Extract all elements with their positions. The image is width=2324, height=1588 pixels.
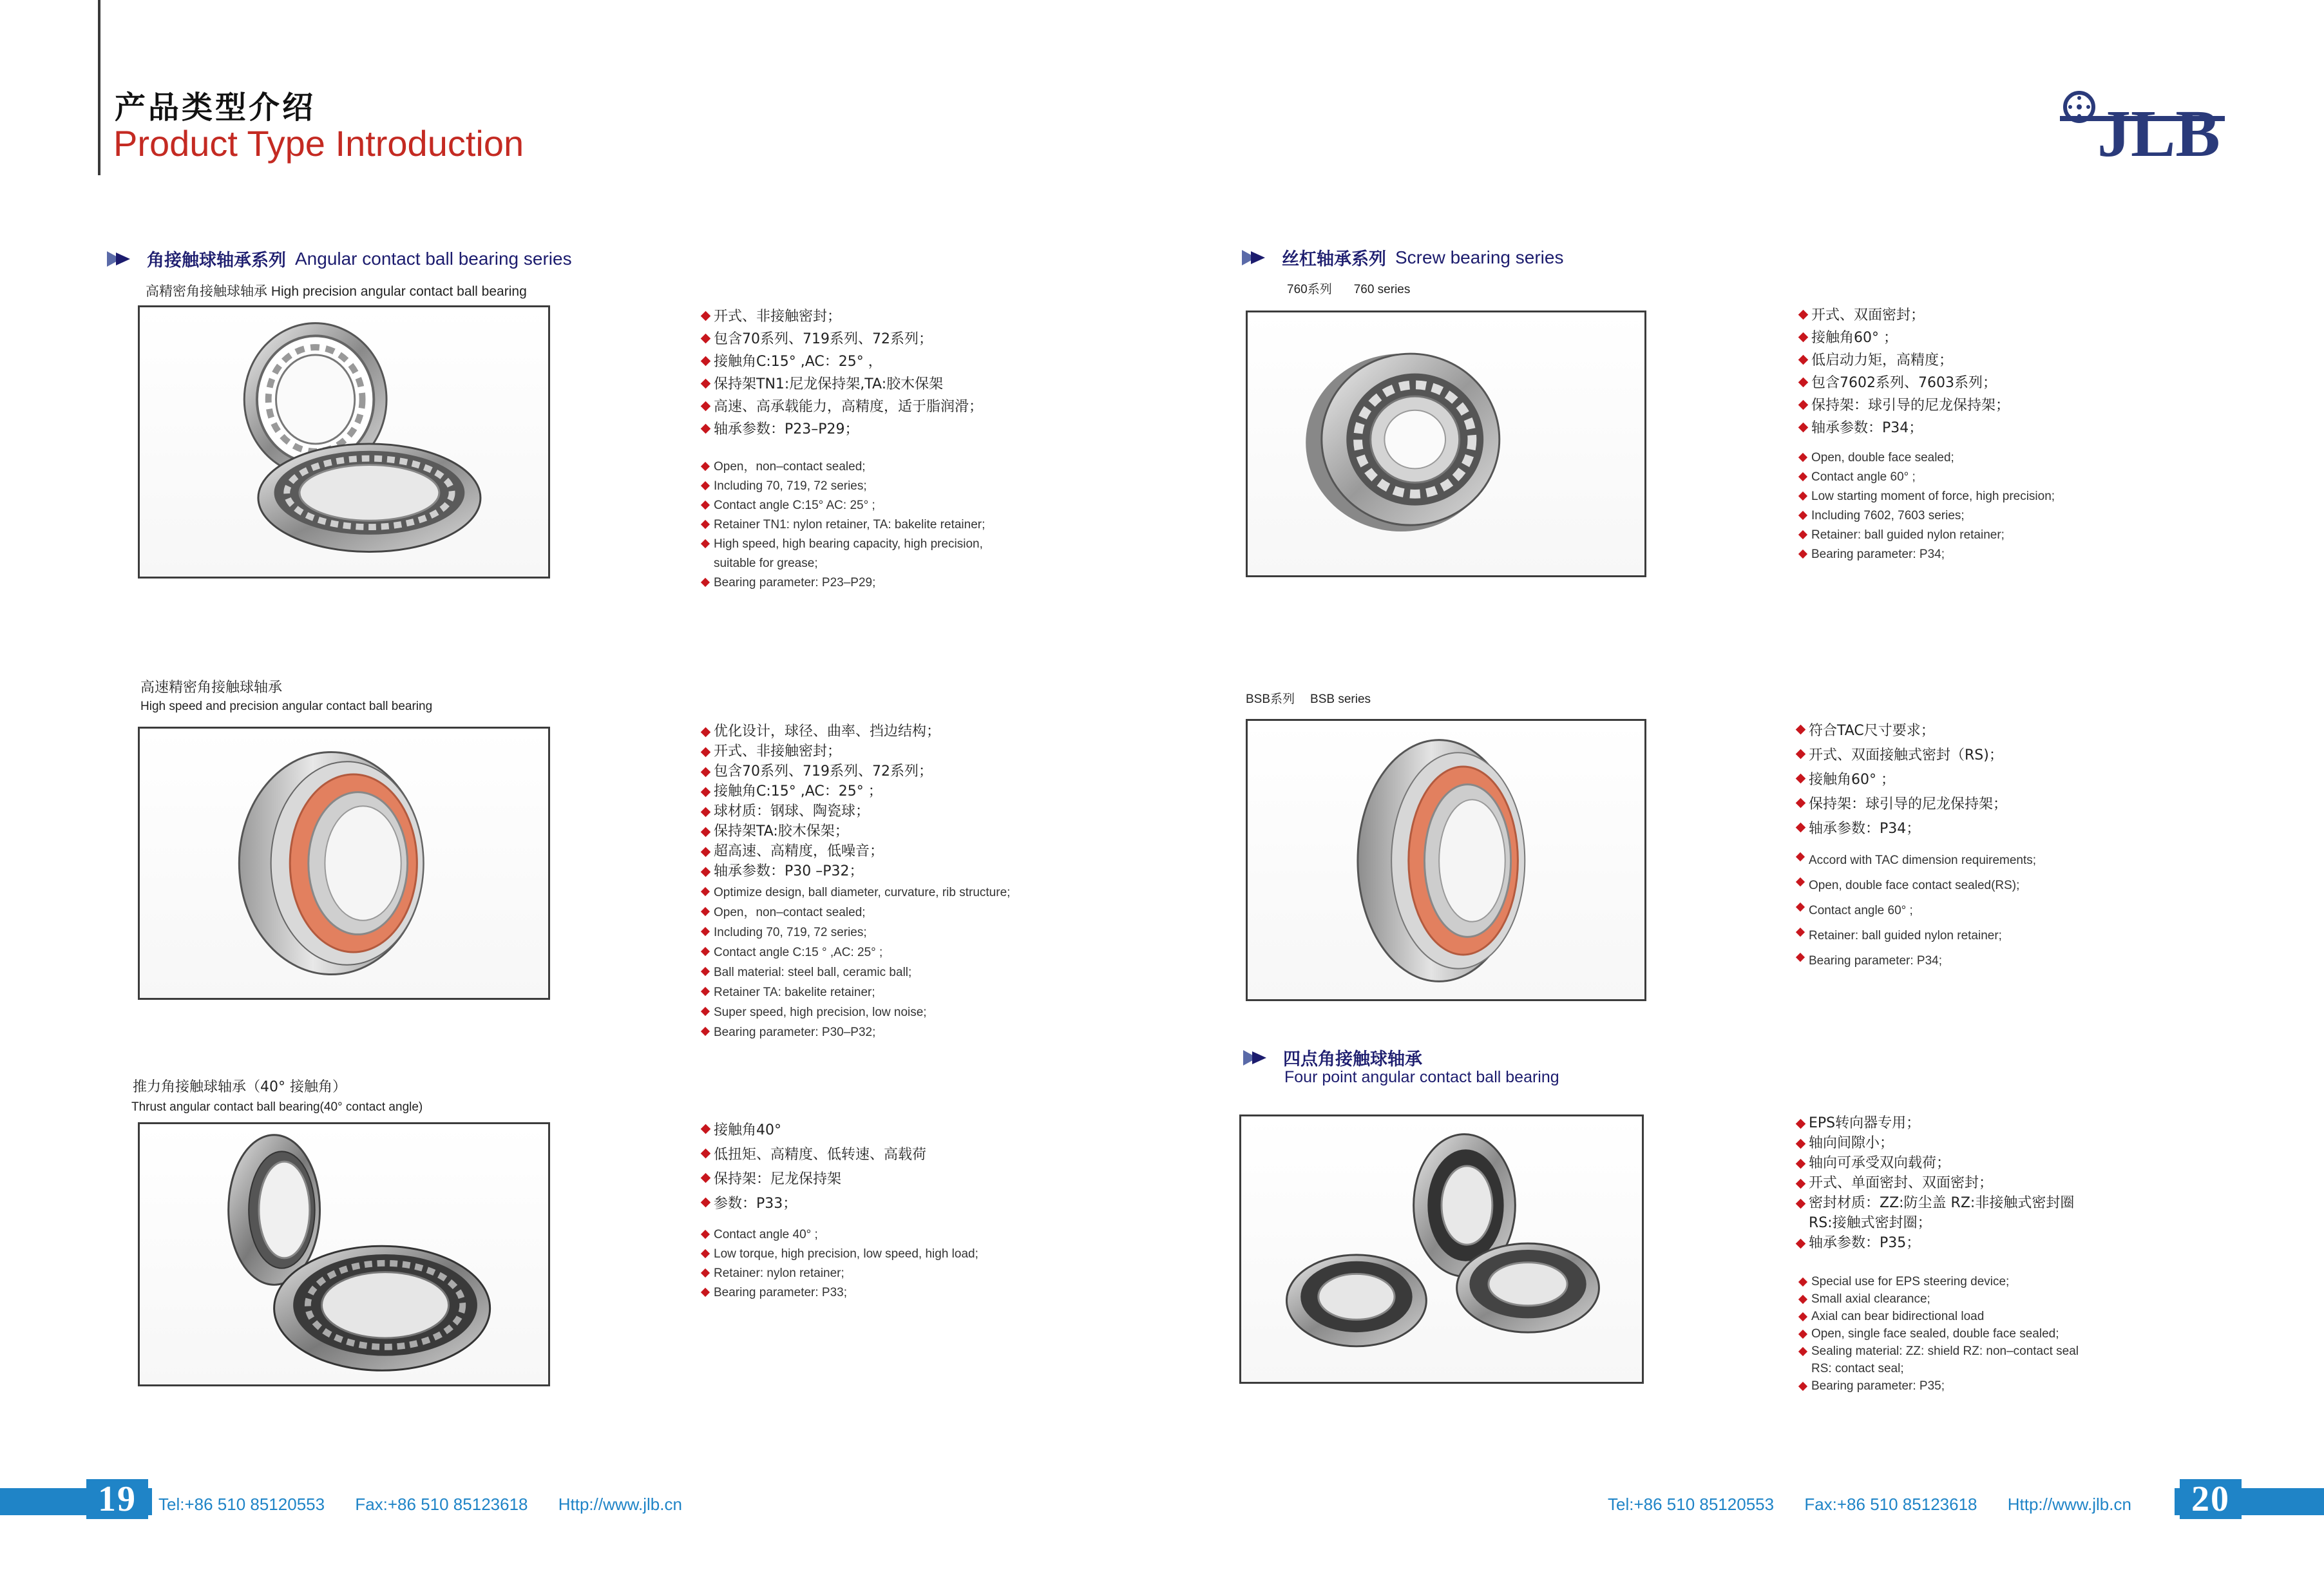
list-item: EPS转向器专用； [1796,1113,2074,1133]
list-item: Special use for EPS steering device; [1798,1273,2079,1290]
list-item: 开式、单面密封、双面密封； [1796,1173,2074,1193]
list-item: Open, double face contact sealed(RS); [1796,873,2036,898]
list-item: Contact angle C:15° AC: 25° ; [701,496,985,515]
list-item: Contact angle 60° ; [1798,468,2055,487]
subheading-en: 760 series [1353,283,1411,296]
page-title-en: Product Type Introduction [113,123,524,164]
photo-high-precision-bearing [138,305,550,579]
list-item: Accord with TAC dimension requirements; [1796,848,2036,873]
photo-high-speed-bearing [138,727,550,1000]
subheading-cn: BSB系列 [1246,693,1295,706]
list-item: RS:接触式密封圈； [1809,1215,1932,1231]
footer-url[interactable]: Http://www.jlb.cn [2007,1495,2131,1514]
list-item: 接触角60° ； [1798,327,2010,349]
subheading-760-series [1287,280,1410,297]
footer-contact-right [1608,1495,2131,1515]
page-number-right: 20 [2180,1479,2242,1519]
page-title-cn: 产品类型介绍 [115,90,316,126]
list-item: suitable for grease; [714,557,818,570]
footer-contact-left [158,1495,682,1515]
list-item: Small axial clearance; [1798,1290,2079,1308]
subheading-en: BSB series [1310,693,1371,706]
list-item: Retainer: ball guided nylon retainer; [1796,923,2036,948]
list-item: 轴向可承受双向载荷； [1796,1153,2074,1173]
subheading-cn: 760系列 [1287,283,1332,296]
list-item: 开式、非接触密封； [701,305,983,328]
list-item: Including 70, 719, 72 series; [701,923,1010,942]
list-item: 低启动力矩，高精度； [1798,349,2010,372]
list-item: 参数：P33； [701,1192,926,1216]
list-item: Bearing parameter: P35; [1798,1377,2079,1395]
section-title-cn: 四点角接触球轴承 [1283,1049,1422,1069]
list-item: Open, single face sealed, double face sealed; [1798,1325,2079,1343]
list-item: 接触角60° ； [1796,768,2007,792]
bullet-list-cn-high-precision [701,305,983,441]
list-item: 保持架：球引导的尼龙保持架； [1796,792,2007,817]
list-item: 保持架TA:胶木保架； [701,821,940,841]
photo-four-point-bearing [1239,1114,1644,1384]
list-item: 开式、双面接触式密封（RS)； [1796,743,2007,768]
section-arrow-icon [1243,1049,1274,1067]
bullet-list-en-bsb [1796,848,2036,973]
list-item: Super speed, high precision, low noise; [701,1002,1010,1022]
list-item: Bearing parameter: P34; [1798,545,2055,564]
list-item: 轴承参数：P23–P29； [701,418,983,441]
footer-fax: Fax:+86 510 85123618 [1804,1495,1977,1514]
footer-fax: Fax:+86 510 85123618 [355,1495,528,1514]
list-item: 轴承参数：P34； [1798,417,2010,439]
bullet-list-en-thrust [701,1225,978,1303]
section-title-en: Angular contact ball bearing series [295,248,572,269]
list-item: Low starting moment of force, high precision; [1798,487,2055,506]
list-item: Contact angle 40° ; [701,1225,978,1245]
list-item: 包含70系列、719系列、72系列； [701,761,940,781]
bullet-list-en-760 [1798,448,2055,564]
list-item: 包含7602系列、7603系列； [1798,372,2010,394]
section-arrow-icon [1242,249,1273,267]
svg-text:JLB: JLB [2097,97,2220,161]
list-item: 接触角C:15° ,AC：25° ； [701,781,940,801]
list-item: Axial can bear bidirectional load [1798,1308,2079,1325]
section-title-en: Screw bearing series [1395,247,1564,267]
list-item: 球材质：钢球、陶瓷球； [701,801,940,821]
jlb-logo [2059,90,2226,161]
section-title-cn: 角接触球轴承系列 [147,251,286,271]
footer-tel: Tel:+86 510 85120553 [158,1495,325,1514]
bullet-list-en-four-point [1798,1273,2079,1395]
list-item: 轴承参数：P34； [1796,817,2007,841]
list-item: 开式、双面密封； [1798,304,2010,327]
list-item: 优化设计，球径、曲率、挡边结构； [701,722,940,741]
list-item: 包含70系列、719系列、72系列； [701,328,983,350]
section-title-en: Four point angular contact ball bearing [1284,1068,1559,1086]
list-item: Retainer: ball guided nylon retainer; [1798,526,2055,545]
subheading-high-speed-en: High speed and precision angular contact ball bearing [140,700,433,713]
list-item: 低扭矩、高精度、低转速、高载荷 [701,1143,926,1167]
list-item: Optimize design, ball diameter, curvature, rib structure; [701,883,1010,903]
list-item: Contact angle 60° ; [1796,898,2036,923]
section-heading-screw [1242,245,1563,270]
list-item: Retainer: nylon retainer; [701,1264,978,1283]
list-item: 超高速、高精度，低噪音； [701,841,940,861]
list-item: 接触角C:15° ,AC：25° ， [701,350,983,373]
list-item: Retainer TN1: nylon retainer, TA: bakelite retainer; [701,515,985,535]
list-item: Open，non–contact sealed; [701,903,1010,923]
list-item: 轴承参数：P35； [1796,1233,2074,1253]
list-item: Bearing parameter: P23–P29; [701,573,985,593]
list-item: 轴承参数：P30 –P32； [701,861,940,881]
header-divider [98,0,100,175]
bullet-list-cn-four-point [1796,1113,2074,1253]
footer-url[interactable]: Http://www.jlb.cn [558,1495,682,1514]
section-heading-four-point [1243,1045,1422,1070]
footer-tel: Tel:+86 510 85120553 [1608,1495,1775,1514]
page-number-left: 19 [86,1479,148,1519]
list-item: Open, double face sealed; [1798,448,2055,468]
section-title-cn: 丝杠轴承系列 [1282,249,1386,269]
list-item: Low torque, high precision, low speed, high load; [701,1245,978,1264]
photo-760-series-bearing [1246,311,1646,577]
list-item: Bearing parameter: P34; [1796,948,2036,973]
list-item: Ball material: steel ball, ceramic ball; [701,962,1010,982]
subheading-high-speed-cn: 高速精密角接触球轴承 [140,680,283,696]
list-item: High speed, high bearing capacity, high precision, [701,535,985,554]
photo-bsb-series-bearing [1246,719,1646,1001]
list-item: Including 7602, 7603 series; [1798,506,2055,526]
list-item: Retainer TA: bakelite retainer; [701,982,1010,1002]
list-item: Bearing parameter: P30–P32; [701,1022,1010,1042]
subheading-high-precision: 高精密角接触球轴承 High precision angular contact ball bearing [146,284,527,299]
list-item: 保持架：尼龙保持架 [701,1167,926,1192]
bullet-list-en-high-speed [701,883,1010,1042]
subheading-bsb-series [1246,689,1371,707]
list-item: 保持架TN1:尼龙保持架,TA:胶木保架 [701,373,983,396]
bullet-list-cn-760 [1798,304,2010,439]
list-item: Bearing parameter: P33; [701,1283,978,1303]
bullet-list-en-high-precision [701,457,985,593]
list-item: 开式、非接触密封； [701,741,940,761]
list-item: 轴向间隙小； [1796,1133,2074,1153]
list-item: 高速、高承载能力，高精度，适于脂润滑； [701,396,983,418]
list-item: Open，non–contact sealed; [701,457,985,477]
list-item: Contact angle C:15 ° ,AC: 25° ; [701,942,1010,962]
photo-thrust-bearing [138,1122,550,1386]
subheading-thrust-cn: 推力角接触球轴承（40° 接触角） [133,1079,347,1095]
list-item: RS: contact seal; [1811,1362,1904,1375]
list-item: Including 70, 719, 72 series; [701,477,985,496]
section-arrow-icon [107,250,138,268]
bullet-list-cn-high-speed [701,722,940,881]
bullet-list-cn-thrust [701,1118,926,1216]
bullet-list-cn-bsb [1796,719,2007,841]
section-heading-angular [107,246,572,271]
subheading-thrust-en: Thrust angular contact ball bearing(40° contact angle) [131,1100,423,1114]
list-item: 符合TAC尺寸要求； [1796,719,2007,743]
list-item: 保持架：球引导的尼龙保持架； [1798,394,2010,417]
list-item: Sealing material: ZZ: shield RZ: non–contact seal [1798,1343,2079,1360]
list-item: 接触角40° [701,1118,926,1143]
jlb-logo-bearing-icon [2065,93,2093,121]
list-item: 密封材质：ZZ:防尘盖 RZ:非接触式密封圈 [1796,1193,2074,1213]
